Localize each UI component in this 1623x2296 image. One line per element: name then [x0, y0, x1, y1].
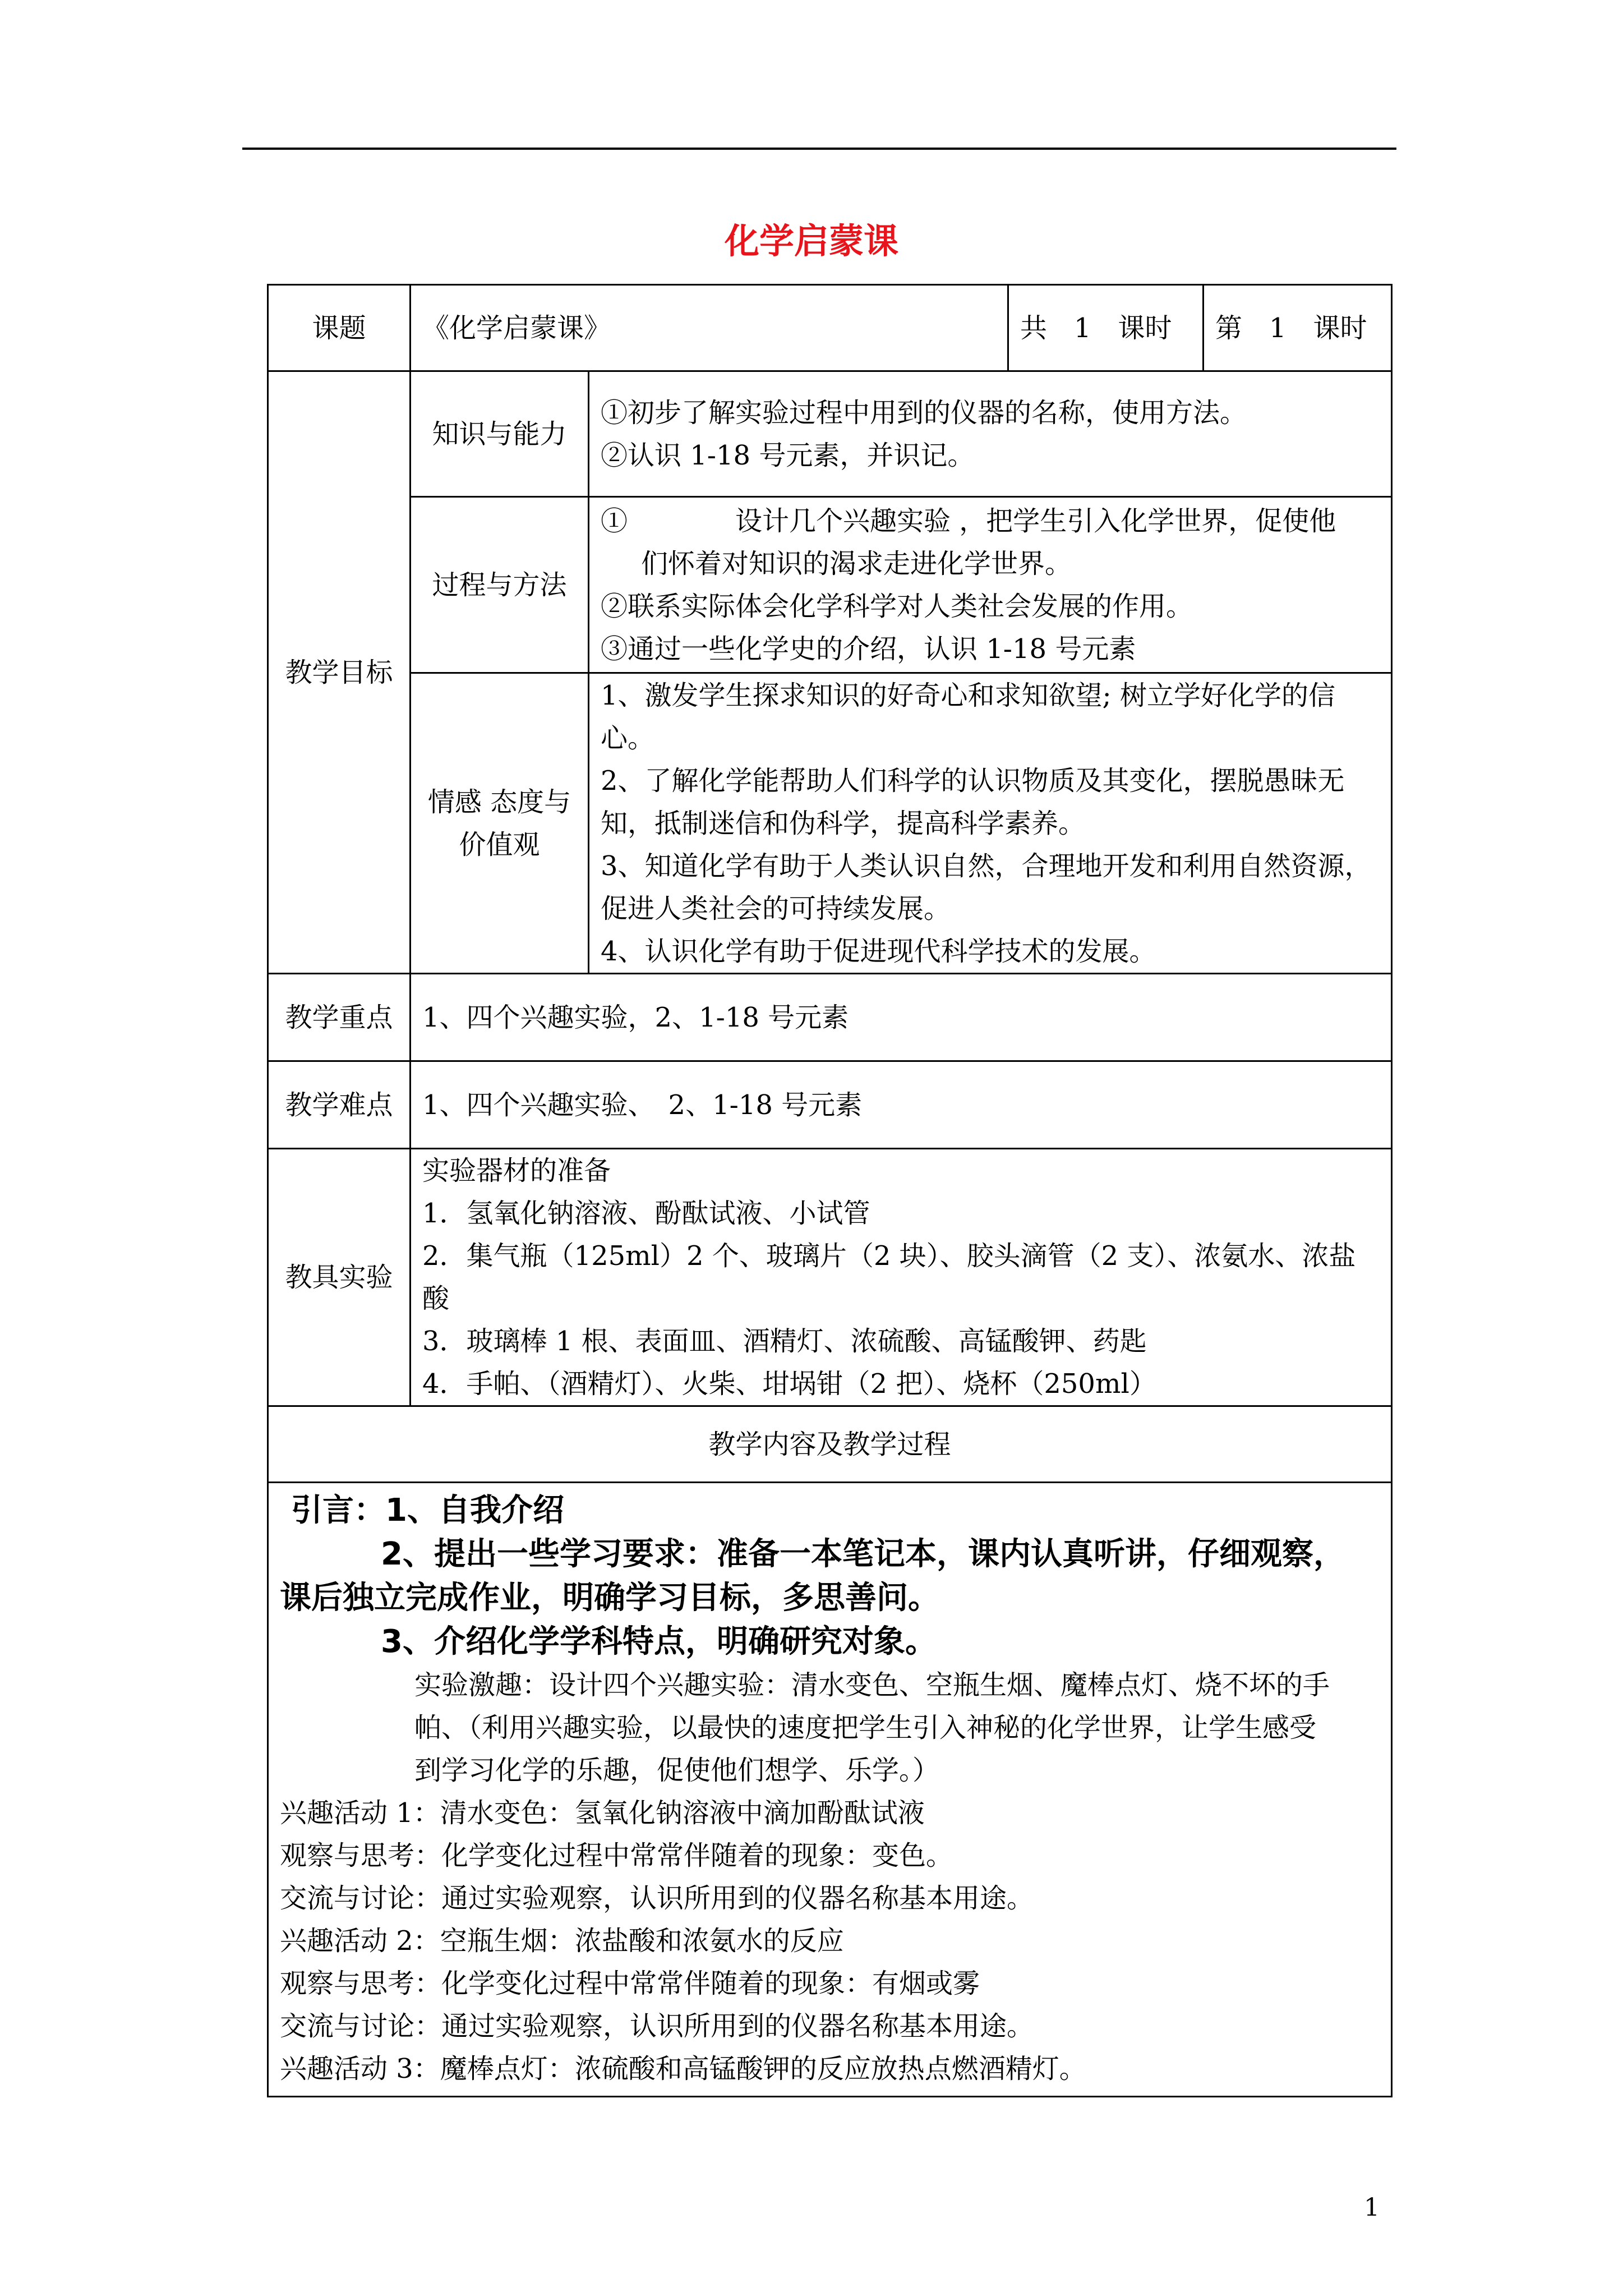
intro-block	[280, 1489, 1380, 1664]
objective-attitude-line: 1、激发学生探求知识的好奇心和求知欲望; 树立学好化学的信心。	[601, 679, 1335, 754]
lesson-plan-table	[267, 284, 1393, 2097]
difficulties-value: 1、四个兴趣实验、 2、1-18 号元素	[411, 1061, 1392, 1149]
activity-line: 兴趣活动 2：空瓶生烟：浓盐酸和浓氨水的反应	[280, 1925, 844, 1957]
equipment-line: 3．玻璃棒 1 根、表面皿、酒精灯、浓硫酸、高锰酸钾、药匙	[422, 1326, 1147, 1357]
key-points-label: 教学重点	[268, 974, 411, 1061]
equipment-label: 教具实验	[268, 1149, 411, 1406]
process-heading-row	[268, 1406, 1392, 1483]
equipment-content	[411, 1149, 1392, 1406]
objective-attitude-line: 4、认识化学有助于促进现代科学技术的发展。	[601, 935, 1156, 967]
key-points-row	[268, 974, 1392, 1061]
equipment-line: 4．手帕、（酒精灯）、火柴、坩埚钳（2 把）、烧杯（250ml）	[422, 1368, 1156, 1400]
current-period: 第 1 课时	[1204, 285, 1392, 371]
process-heading: 教学内容及教学过程	[268, 1406, 1392, 1483]
equipment-line: 实验器材的准备	[422, 1155, 611, 1186]
objective-label-knowledge: 知识与能力	[411, 371, 589, 497]
total-periods: 共 1 课时	[1008, 285, 1204, 371]
intro-line: 2、提出一些学习要求：准备一本笔记本，课内认真听讲，仔细观察，	[381, 1536, 1345, 1572]
experiment-line: 帕、（利用兴趣实验，以最快的速度把学生引入神秘的化学世界，让学生感受	[414, 1712, 1317, 1743]
equipment-row	[268, 1149, 1392, 1406]
objective-process-line: ① 设计几个兴趣实验 ，把学生引入化学世界，促使他	[601, 505, 1336, 537]
objective-label-process: 过程与方法	[411, 497, 589, 673]
objective-knowledge-line: ②认识 1-18 号元素，并识记。	[601, 439, 975, 471]
objective-knowledge-line: ①初步了解实验过程中用到的仪器的名称，使用方法。	[601, 397, 1247, 429]
objective-process-line: ③通过一些化学史的介绍，认识 1-18 号元素	[601, 633, 1136, 665]
experiment-block	[280, 1664, 1380, 1792]
activity-line: 交流与讨论：通过实验观察，认识所用到的仪器名称基本用途。	[280, 2010, 1034, 2042]
topic-label: 课题	[268, 285, 411, 371]
topic-row	[268, 285, 1392, 371]
topic-value: 《化学启蒙课》	[411, 285, 1008, 371]
objective-attitude-line: 3、知道化学有助于人类认识自然，合理地开发和利用自然资源，促进人类社会的可持续发展。	[601, 850, 1372, 924]
activity-line: 兴趣活动 1：清水变色：氢氧化钠溶液中滴加酚酞试液	[280, 1797, 925, 1829]
intro-line: 课后独立完成作业，明确学习目标，多思善问。	[280, 1580, 939, 1616]
objective-process-row	[268, 497, 1392, 673]
objective-process-line: ②联系实际体会化学科学对人类社会发展的作用。	[601, 590, 1193, 622]
difficulties-row	[268, 1061, 1392, 1149]
page-number: 1	[1364, 2193, 1380, 2222]
objective-label-attitude: 情感 态度与价值观	[411, 673, 589, 974]
objectives-label-text: 教学目标	[285, 656, 393, 688]
activity-line: 观察与思考：化学变化过程中常常伴随着的现象：有烟或雾	[280, 1968, 980, 1999]
activity-line: 兴趣活动 3：魔棒点灯：浓硫酸和高锰酸钾的反应放热点燃酒精灯。	[280, 2053, 1086, 2085]
objective-knowledge-content	[589, 371, 1392, 497]
objectives-label	[268, 371, 411, 974]
activity-block	[280, 1792, 1380, 2090]
objective-process-line: 们怀着对知识的渴求走进化学世界。	[641, 547, 1072, 579]
header-rule	[242, 148, 1396, 150]
difficulties-label: 教学难点	[268, 1061, 411, 1149]
objective-attitude-line: 2、了解化学能帮助人们科学的认识物质及其变化，摆脱愚昧无知，抵制迷信和伪科学，提高科学素养。	[601, 765, 1345, 839]
experiment-line: 到学习化学的乐趣，促使他们想学、乐学。）	[414, 1755, 940, 1786]
activity-line: 观察与思考：化学变化过程中常常伴随着的现象：变色。	[280, 1840, 953, 1871]
experiment-line: 实验激趣：设计四个兴趣实验：清水变色、空瓶生烟、魔棒点灯、烧不坏的手	[414, 1669, 1330, 1701]
intro-line: 3、介绍化学学科特点，明确研究对象。	[381, 1623, 937, 1660]
intro-word: 引言：	[291, 1492, 385, 1529]
objective-knowledge-row	[268, 371, 1392, 497]
objective-process-content	[589, 497, 1392, 673]
equipment-line: 2．集气瓶（125ml）2 个、玻璃片（2 块）、胶头滴管（2 支）、浓氨水、浓盐酸	[422, 1240, 1356, 1314]
key-points-value: 1、四个兴趣实验，2、1-18 号元素	[411, 974, 1392, 1061]
objective-attitude-content	[589, 673, 1392, 974]
intro-line: 1、自我介绍	[385, 1492, 564, 1529]
process-content	[268, 1483, 1392, 2097]
objective-attitude-row	[268, 673, 1392, 974]
equipment-line: 1．氢氧化钠溶液、酚酞试液、小试管	[422, 1198, 870, 1229]
process-content-row	[268, 1483, 1392, 2097]
document-title: 化学启蒙课	[724, 220, 898, 261]
activity-line: 交流与讨论：通过实验观察，认识所用到的仪器名称基本用途。	[280, 1883, 1034, 1914]
intro-line-1	[280, 1489, 1380, 1533]
